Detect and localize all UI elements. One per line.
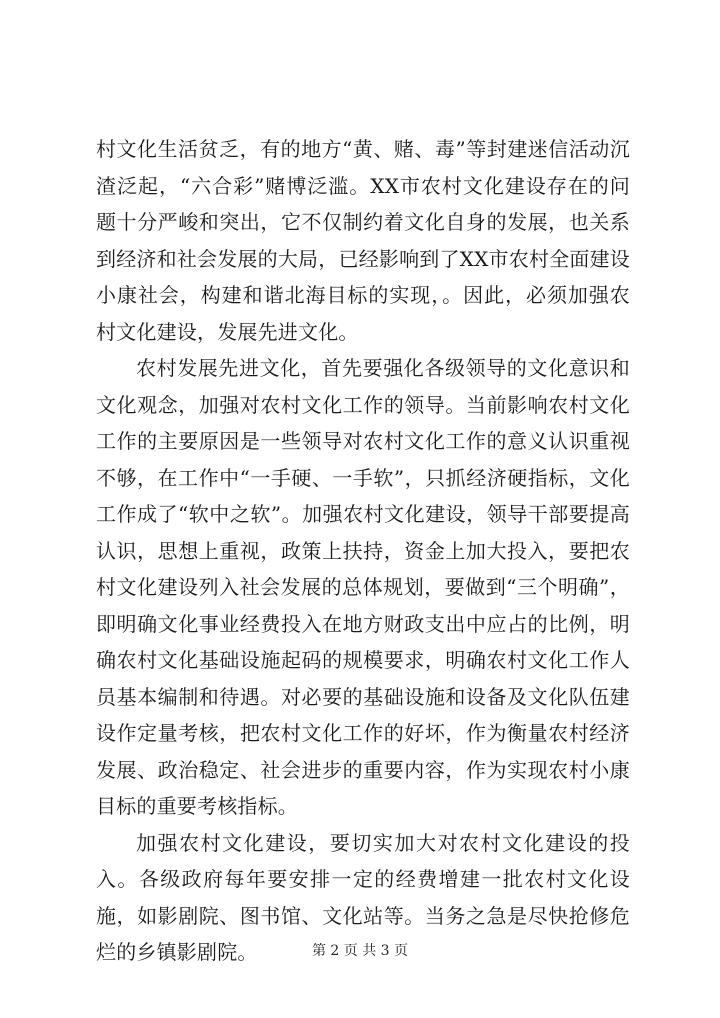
page-footer [0,940,720,960]
page-number-label: 第 2 页 共 3 页 [311,943,409,959]
paragraph-1: 村文化生活贫乏，有的地方“黄、赌、毒”等封建迷信活动沉渣泛起，“六合彩”赌博泛滥。XX市农村文化建设存在的问题十分严峻和突出，它不仅制约着文化自身的发展，也关系到经济和社会发展的大局，已经影响到了XX市农村全面建设小康社会，构建和谐北海目标的实现，。因此，必须加强农村文化建设，发展先进文化。 [96,137,630,344]
paragraph-3: 加强农村文化建设，要切实加大对农村文化建设的投入。各级政府每年要安排一定的经费增建一批农村文化设施，如影剧院、图书馆、文化站等。当务之急是尽快抢修危烂的乡镇影剧院。 [96,830,630,964]
document-body [96,131,630,971]
paragraph-2: 农村发展先进文化，首先要强化各级领导的文化意识和文化观念，加强对农村文化工作的领导。当前影响农村文化工作的主要原因是一些领导对农村文化工作的意义认识重视不够，在工作中“一手硬、一手软”，只抓经济硬指标，文化工作成了“软中之软”。加强农村文化建设，领导干部要提高认识，思想上重视，政策上扶持，资金上加大投入，要把农村文化建设列入社会发展的总体规划，要做到“三个明确”，即明确文化事业经费投入在地方财政支出中应占的比例，明确农村文化基础设施起码的规模要求，明确农村文化工作人员基本编制和待遇。对必要的基础设施和设备及文化队伍建设作定量考核，把农村文化工作的好坏，作为衡量农村经济发展、政治稳定、社会进步的重要内容，作为实现农村小康目标的重要考核指标。 [96,356,630,818]
